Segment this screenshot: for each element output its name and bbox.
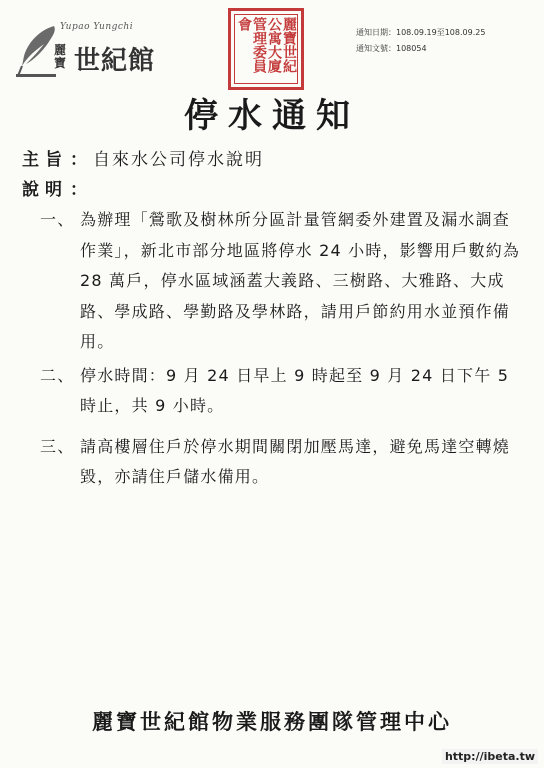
seal-column-3: 管理委員會 xyxy=(236,17,267,73)
item-number: 二、 xyxy=(40,365,75,385)
subject-line xyxy=(22,147,264,173)
notice-doc-value: 108054 xyxy=(396,44,427,53)
subject-value: 自來水公司停水說明 xyxy=(93,150,264,170)
notice-date-label: 通知日期： xyxy=(356,28,396,37)
list-item xyxy=(40,432,526,493)
subject-colon: ： xyxy=(70,150,87,170)
logo-small-text: 麗寶 xyxy=(54,43,67,70)
explanation-colon: ： xyxy=(70,180,87,200)
logo-script-text: Yupao Yungchi xyxy=(60,22,134,32)
subject-label: 主旨 xyxy=(22,150,68,170)
item-number: 三、 xyxy=(40,436,75,456)
notice-date-row xyxy=(356,25,485,41)
official-seal xyxy=(228,8,304,90)
seal-column-2: 公寓大廈 xyxy=(266,17,282,73)
list-item xyxy=(40,361,526,422)
notice-doc-row xyxy=(356,41,485,57)
footer-organization: 麗寶世紀館物業服務團隊管理中心 xyxy=(92,709,452,734)
notice-doc-label: 通知文號： xyxy=(356,44,396,53)
explanation-list xyxy=(40,205,526,493)
item-number: 一、 xyxy=(40,210,75,229)
item-text: 停水時間：9 月 24 日早上 9 時起至 9 月 24 日下午 5 時止，共 9 小時。 xyxy=(80,365,510,415)
explanation-heading xyxy=(22,177,93,203)
list-item xyxy=(40,205,526,358)
notice-date-value: 108.09.19至108.09.25 xyxy=(396,28,486,37)
seal-column-1: 麗寶世紀 xyxy=(281,17,297,73)
watermark: http://ibeta.tw xyxy=(442,749,538,764)
building-logo xyxy=(14,22,154,82)
item-text: 請高樓層住戶於停水期間關閉加壓馬達，避免馬達空轉燒毀，亦請住戶儲水備用。 xyxy=(80,436,511,486)
explanation-label: 說明 xyxy=(22,180,68,200)
item-text: 為辦理「鶯歌及樹林所分區計量管網委外建置及漏水調查作業」，新北市部分地區將停水 24 小時，影響用戶數約為 28 萬戶，停水區域涵蓋大義路、三樹路、大雅路、大成路、學成路、學勤路及學林路，請用戶節約用水並預作備用。 xyxy=(80,210,521,351)
page-title: 停水通知 xyxy=(184,96,360,136)
notice-info xyxy=(356,25,485,57)
logo-main-text: 世紀館 xyxy=(74,46,156,76)
